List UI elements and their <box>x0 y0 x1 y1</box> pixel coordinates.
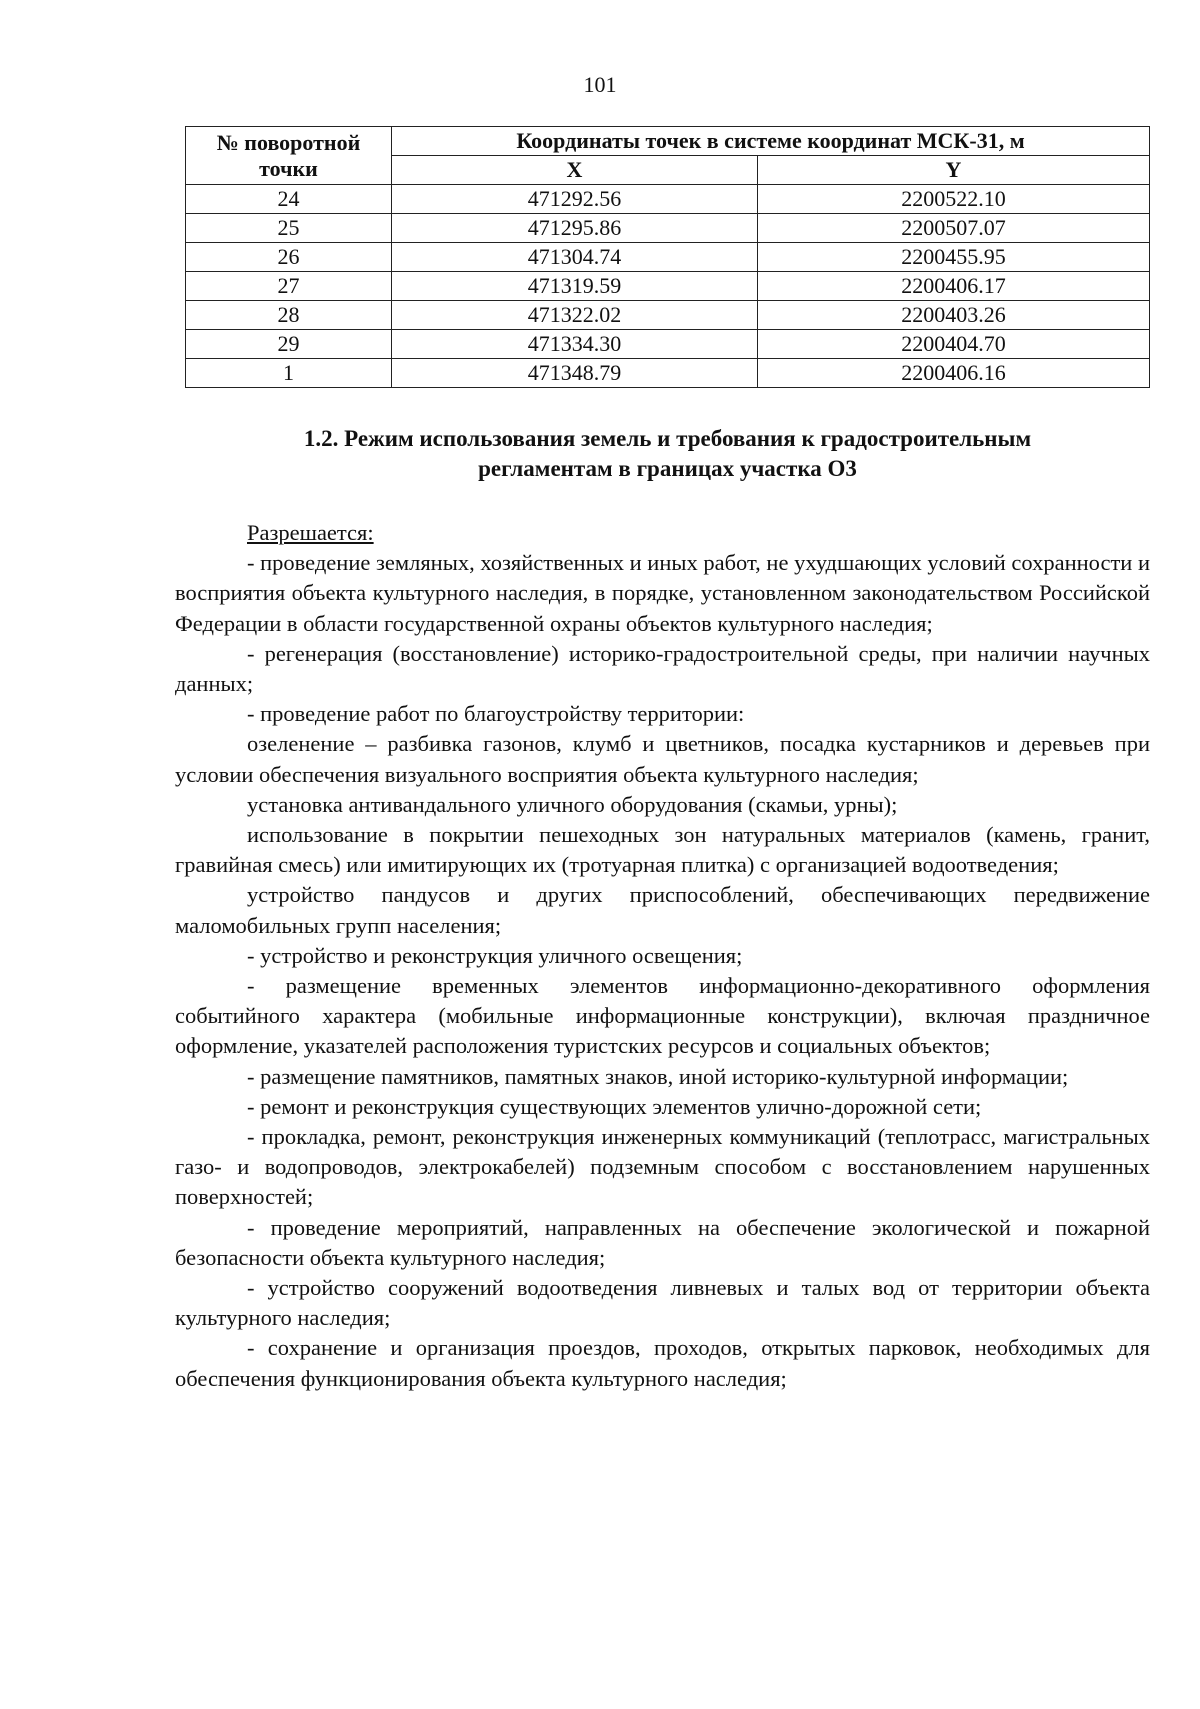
cell-y: 2200522.10 <box>758 185 1150 214</box>
table-row <box>186 185 1150 214</box>
paragraph: - проведение работ по благоустройству территории: <box>247 701 745 727</box>
cell-point-number: 29 <box>186 330 392 359</box>
cell-x: 471348.79 <box>392 359 758 388</box>
table-body <box>186 185 1150 388</box>
cell-x: 471292.56 <box>392 185 758 214</box>
header-coordinates: Координаты точек в системе координат МСК-31, м <box>392 127 1150 156</box>
paragraph: устройство пандусов и других приспособлений, обеспечивающих передвижение маломобильных групп населения; <box>175 882 1150 938</box>
paragraph: - регенерация (восстановление) историко-градостроительной среды, при наличии научных данных; <box>175 640 1150 697</box>
table-header-row <box>186 127 1150 156</box>
cell-y: 2200406.16 <box>758 359 1150 388</box>
cell-y: 2200455.95 <box>758 243 1150 272</box>
cell-y: 2200507.07 <box>758 214 1150 243</box>
paragraph: - проведение земляных, хозяйственных и иных работ, не ухудшающих условий сохранности и восприятия объекта культурного наследия, в порядке, установленном законодательством Российской Федерации в области государственной охраны объектов культурного наследия; <box>175 550 1150 636</box>
paragraph: - размещение временных элементов информационно-декоративного оформления событийного характера (мобильные информационные конструкции), включая праздничное оформление, указателей расположения туристских ресурсов и социальных объектов; <box>175 973 1150 1059</box>
cell-point-number: 28 <box>186 301 392 330</box>
paragraph: использование в покрытии пешеходных зон натуральных материалов (камень, гранит, гравийная смесь) или имитирующих их (тротуарная плитка) с организацией водоотведения; <box>175 822 1150 878</box>
paragraph: озеленение – разбивка газонов, клумб и цветников, посадка кустарников и деревьев при условии обеспечения визуального восприятия объекта культурного наследия; <box>175 731 1150 787</box>
cell-y: 2200404.70 <box>758 330 1150 359</box>
table-row <box>186 272 1150 301</box>
paragraph: - сохранение и организация проездов, проходов, открытых парковок, необходимых для обеспечения функционирования объекта культурного наследия; <box>175 1335 1150 1391</box>
cell-point-number: 25 <box>186 214 392 243</box>
cell-point-number: 1 <box>186 359 392 388</box>
section-heading <box>185 424 1150 484</box>
table-row <box>186 330 1150 359</box>
cell-point-number: 24 <box>186 185 392 214</box>
cell-y: 2200403.26 <box>758 301 1150 330</box>
cell-x: 471319.59 <box>392 272 758 301</box>
cell-point-number: 27 <box>186 272 392 301</box>
paragraph: - устройство сооружений водоотведения ливневых и талых вод от территории объекта культурного наследия; <box>175 1275 1150 1331</box>
table-row <box>186 359 1150 388</box>
cell-x: 471295.86 <box>392 214 758 243</box>
cell-x: 471322.02 <box>392 301 758 330</box>
body-text <box>175 518 1150 1394</box>
table-row <box>186 243 1150 272</box>
coordinates-table <box>185 126 1150 388</box>
paragraph: установка антивандального уличного оборудования (скамьи, урны); <box>247 791 898 817</box>
paragraph: - прокладка, ремонт, реконструкция инженерных коммуникаций (теплотрасс, магистральных газо- и водопроводов, электрокабелей) подземным способом с восстановлением нарушенных поверхностей; <box>175 1124 1150 1210</box>
table-row <box>186 301 1150 330</box>
page-number: 101 <box>583 72 617 97</box>
paragraph: - устройство и реконструкция уличного освещения; <box>247 942 743 968</box>
allowed-label: Разрешается: <box>247 520 374 545</box>
paragraph: - проведение мероприятий, направленных на обеспечение экологической и пожарной безопасности объекта культурного наследия; <box>175 1214 1150 1270</box>
header-point-number: № поворотной точки <box>186 127 392 185</box>
header-x: X <box>392 156 758 185</box>
paragraph: - размещение памятников, памятных знаков, иной историко-культурной информации; <box>247 1063 1069 1089</box>
header-y: Y <box>758 156 1150 185</box>
section-heading-line-1: 1.2. Режим использования земель и требования к градостроительным <box>303 426 1032 451</box>
cell-y: 2200406.17 <box>758 272 1150 301</box>
table-row <box>186 214 1150 243</box>
cell-x: 471334.30 <box>392 330 758 359</box>
paragraph: - ремонт и реконструкция существующих элементов улично-дорожной сети; <box>247 1093 982 1119</box>
section-heading-line-2: регламентам в границах участка О3 <box>478 456 857 481</box>
cell-x: 471304.74 <box>392 243 758 272</box>
cell-point-number: 26 <box>186 243 392 272</box>
